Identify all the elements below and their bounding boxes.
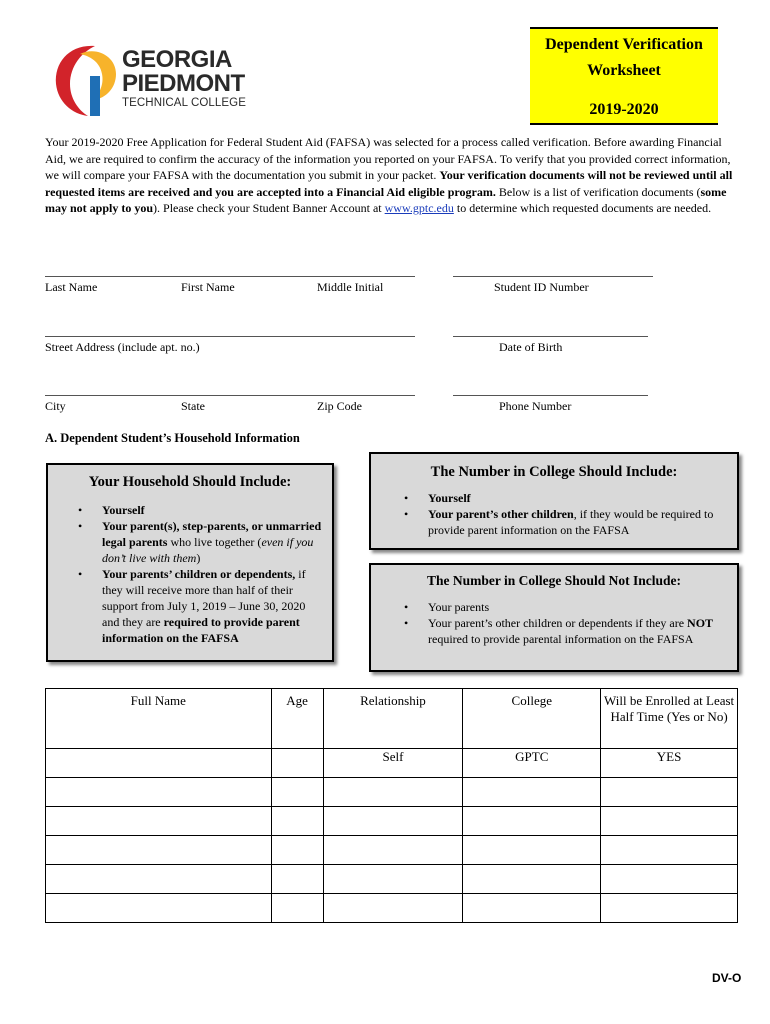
- intro-bold-2: some may not apply to you: [45, 184, 727, 216]
- worksheet-title-box: [530, 27, 718, 125]
- cell-college[interactable]: [463, 807, 601, 836]
- gptc-logo-mark: [50, 40, 120, 120]
- col-full-name: Full Name: [46, 689, 272, 749]
- household-item-2-italic: even if you don’t live with them: [102, 535, 314, 565]
- intro-text-4: to determine which requested documents are needed.: [453, 201, 712, 216]
- household-item-3-bold: Your parents’ children or dependents,: [102, 567, 296, 581]
- college-exclude-item-2-text-b: required to provide parental information on the FAFSA: [428, 632, 694, 646]
- logo-line-piedmont: PIEDMONT: [122, 70, 245, 97]
- college-include-list: [404, 490, 727, 538]
- college-include-item-2-bold: Your parent’s other children: [428, 507, 574, 521]
- gptc-link[interactable]: www.gptc.edu: [384, 201, 454, 216]
- cell-half-time[interactable]: [601, 894, 738, 923]
- household-box-title: Your Household Should Include:: [88, 474, 292, 490]
- cell-full-name[interactable]: [46, 894, 272, 923]
- cell-college[interactable]: [463, 836, 601, 865]
- intro-text-3: ). Please check your Student Banner Account at: [153, 201, 385, 216]
- household-item-3-text: if they will receive more than half of their support from July 1, 2019 – June 30, 2020 and they are: [102, 567, 306, 629]
- household-list: [78, 502, 324, 646]
- bullet-icon: •: [78, 519, 83, 533]
- title-line1: Dependent Verification: [545, 36, 703, 53]
- cell-half-time[interactable]: [601, 836, 738, 865]
- street-address-line[interactable]: [45, 336, 415, 337]
- label-middle-initial: Middle Initial: [317, 280, 384, 294]
- cell-full-name[interactable]: [46, 836, 272, 865]
- dob-line[interactable]: [453, 336, 648, 337]
- student-id-line[interactable]: [453, 276, 653, 277]
- cell-relationship[interactable]: [323, 807, 463, 836]
- bullet-icon: •: [404, 491, 409, 505]
- bullet-icon: •: [404, 507, 409, 521]
- title-line2: Worksheet: [587, 62, 661, 79]
- intro-text-1: Your 2019-2020 Free Application for Federal Student Aid (FAFSA) was selected for a process called verification. Before awarding Financial Aid, we are required to confirm the accuracy of the information you reported on your FAFSA. To verify that you provided correct information, we will compare your FAFSA with the documentation you submit in your packet.: [45, 135, 731, 183]
- cell-half-time[interactable]: [601, 865, 738, 894]
- cell-relationship[interactable]: [323, 836, 463, 865]
- cell-age[interactable]: [271, 836, 323, 865]
- bullet-icon: •: [78, 567, 83, 581]
- college-exclude-item-children: [404, 615, 727, 647]
- cell-relationship[interactable]: [323, 894, 463, 923]
- label-street-address: Street Address (include apt. no.): [45, 340, 200, 354]
- cell-age[interactable]: [271, 865, 323, 894]
- col-age: Age: [271, 689, 323, 749]
- bullet-icon: •: [404, 616, 409, 630]
- col-half-time: Will be Enrolled at Least Half Time (Yes or No): [601, 689, 738, 749]
- cell-college[interactable]: [463, 894, 601, 923]
- cell-age[interactable]: [271, 749, 323, 778]
- label-last-name: Last Name: [45, 280, 98, 294]
- cell-full-name[interactable]: [46, 778, 272, 807]
- label-zip: Zip Code: [317, 399, 362, 413]
- cell-age[interactable]: [271, 778, 323, 807]
- cell-relationship[interactable]: [323, 778, 463, 807]
- college-include-item-yourself: [404, 490, 727, 506]
- bullet-icon: •: [404, 600, 409, 614]
- logo-line-technical-college: TECHNICAL COLLEGE: [122, 97, 246, 109]
- table-row: [46, 778, 738, 807]
- form-code: DV-O: [712, 971, 742, 985]
- label-state: State: [181, 399, 205, 413]
- section-a-title: A. Dependent Student’s Household Information: [45, 431, 300, 445]
- cell-full-name[interactable]: [46, 807, 272, 836]
- cell-relationship[interactable]: [323, 865, 463, 894]
- college-include-item-2-text: , if they would be required to provide parent information on the FAFSA: [428, 507, 714, 537]
- city-state-zip-line[interactable]: [45, 395, 415, 396]
- logo-wordmark: [122, 48, 246, 109]
- logo-line-georgia: GEORGIA: [122, 46, 232, 73]
- table-row: [46, 749, 738, 778]
- cell-half-time[interactable]: [601, 778, 738, 807]
- cell-college[interactable]: [463, 778, 601, 807]
- label-phone: Phone Number: [499, 399, 572, 413]
- household-item-2-text: who live together (: [167, 535, 262, 549]
- college-exclude-item-2-text-a: Your parent’s other children or dependents if they are: [428, 616, 688, 630]
- household-include-box: [46, 463, 334, 662]
- col-relationship: Relationship: [323, 689, 463, 749]
- label-dob: Date of Birth: [499, 340, 563, 354]
- household-item-1-text: Yourself: [102, 503, 145, 517]
- household-item-parents: [78, 518, 324, 566]
- college-include-box: [369, 452, 739, 550]
- title-year: 2019-2020: [589, 101, 659, 118]
- college-exclude-box: [369, 563, 739, 672]
- table-row: [46, 807, 738, 836]
- cell-half-time[interactable]: [601, 807, 738, 836]
- household-item-3-bold-2: required to provide parent information on the FAFSA: [102, 615, 300, 645]
- intro-bold-1: Your verification documents will not be reviewed until all requested items are received and you are accepted into a Financial Aid eligible program.: [45, 168, 733, 199]
- college-exclude-item-parents: [404, 599, 727, 615]
- college-include-item-children: [404, 506, 727, 538]
- college-include-item-1-text: Yourself: [428, 491, 471, 505]
- household-item-yourself: [78, 502, 324, 518]
- college-exclude-item-1-text: Your parents: [428, 600, 490, 614]
- cell-college[interactable]: [463, 865, 601, 894]
- household-item-children: [78, 566, 324, 646]
- household-item-2-bold: Your parent(s), step-parents, or unmarried legal parents: [102, 519, 322, 549]
- col-college: College: [463, 689, 601, 749]
- table-row: [46, 894, 738, 923]
- cell-relationship[interactable]: Self: [323, 749, 463, 778]
- household-item-2-end: ): [196, 551, 201, 565]
- cell-age[interactable]: [271, 807, 323, 836]
- cell-full-name[interactable]: [46, 749, 272, 778]
- table-row: [46, 865, 738, 894]
- college-exclude-list: [404, 599, 727, 647]
- college-exclude-item-2-bold: NOT: [687, 616, 714, 630]
- phone-line[interactable]: [453, 395, 648, 396]
- label-student-id: Student ID Number: [494, 280, 589, 294]
- table-header-row: [46, 689, 738, 749]
- table-row: [46, 836, 738, 865]
- label-first-name: First Name: [181, 280, 235, 294]
- college-include-title: The Number in College Should Include:: [430, 464, 678, 480]
- college-exclude-title: The Number in College Should Not Include:: [426, 573, 682, 588]
- cell-half-time[interactable]: YES: [601, 749, 738, 778]
- name-line[interactable]: [45, 276, 415, 277]
- intro-paragraph: [45, 134, 735, 217]
- label-city: City: [45, 399, 66, 413]
- household-members-table: [45, 688, 738, 923]
- cell-full-name[interactable]: [46, 865, 272, 894]
- bullet-icon: •: [78, 503, 83, 517]
- logo-blue-bar: [90, 76, 100, 116]
- cell-college[interactable]: GPTC: [463, 749, 601, 778]
- cell-age[interactable]: [271, 894, 323, 923]
- intro-text-2: Below is a list of verification documents (: [495, 184, 701, 199]
